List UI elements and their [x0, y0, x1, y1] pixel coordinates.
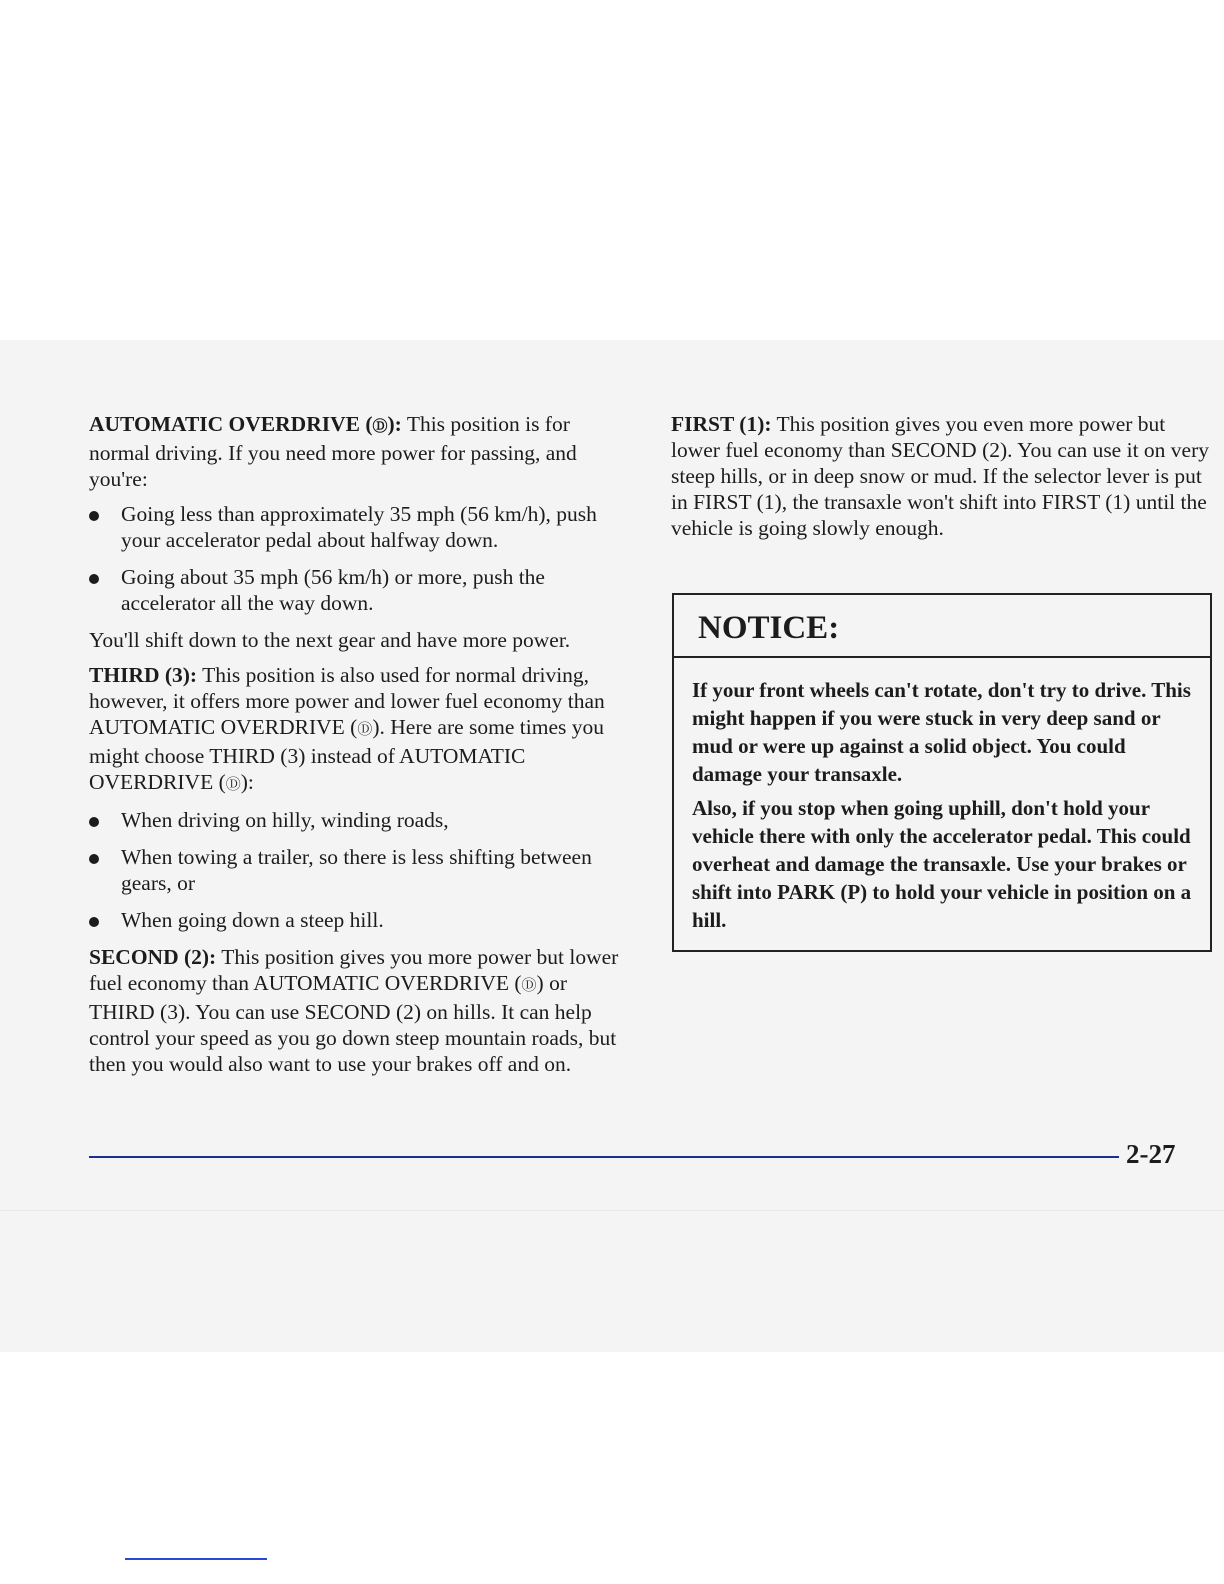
list-item: Going about 35 mph (56 km/h) or more, push the accelerator all the way down. [89, 564, 629, 616]
overdrive-symbol-icon: Ⓓ [372, 419, 388, 435]
overdrive-bullet-list [89, 501, 629, 616]
second-term: SECOND (2): [89, 945, 217, 969]
left-column [89, 411, 629, 1086]
overdrive-symbol-icon: Ⓓ [357, 722, 373, 738]
first-term: FIRST (1): [671, 412, 772, 436]
second-paragraph: SECOND (2): This position gives you more power but lower fuel economy than AUTOMATIC OVERDRIVE (Ⓓ) or THIRD (3). You can use SECOND (2) on hills. It can help control your speed as you go down steep mountain roads, but then you would also want to use your brakes off and on. [89, 945, 619, 1076]
bullet-icon [89, 854, 99, 864]
shift-down-text: You'll shift down to the next gear and have more power. [89, 628, 571, 652]
overdrive-symbol-icon: Ⓓ [225, 777, 241, 793]
notice-paragraph: If your front wheels can't rotate, don't try to drive. This might happen if you were stuck in very deep sand or mud or were up against a solid object. You could damage your transaxle. [692, 678, 1191, 786]
list-item: When going down a steep hill. [89, 907, 629, 933]
footer-rule [89, 1156, 1119, 1158]
bullet-icon [89, 917, 99, 927]
notice-body [674, 658, 1210, 934]
overdrive-symbol-icon: Ⓓ [521, 978, 537, 994]
divider [0, 1210, 1224, 1211]
notice-box [672, 593, 1212, 952]
list-item: When driving on hilly, winding roads, [89, 807, 629, 833]
third-bullet-list [89, 807, 629, 933]
list-item: Going less than approximately 35 mph (56 km/h), push your accelerator pedal about halfway down. [89, 501, 629, 553]
third-term: THIRD (3): [89, 663, 198, 687]
bullet-icon [89, 511, 99, 521]
right-column [671, 411, 1212, 550]
page-number: 2-27 [1126, 1139, 1176, 1169]
bullet-icon [89, 574, 99, 584]
bullet-icon [89, 817, 99, 827]
list-item: When towing a trailer, so there is less shifting between gears, or [89, 844, 629, 896]
first-paragraph: FIRST (1): This position gives you even more power but lower fuel economy than SECOND (2). You can use it on very steep hills, or in deep snow or mud. If the selector lever is put in FIRST (1), the transaxle won't shift into FIRST (1) until the vehicle is going slowly enough. [671, 412, 1210, 540]
overdrive-text: This position is for normal driving. If you need more power for passing, and you're: [89, 412, 577, 491]
overdrive-term: AUTOMATIC OVERDRIVE (Ⓓ): [89, 412, 402, 436]
notice-paragraph: Also, if you stop when going uphill, don't hold your vehicle there with only the accelerator pedal. This could overheat and damage the transaxle. Use your brakes or shift into PARK (P) to hold your vehicle in position on a hill. [692, 796, 1192, 932]
overdrive-paragraph [89, 411, 629, 492]
bottom-rule [125, 1558, 267, 1560]
notice-heading: NOTICE: [674, 595, 1210, 658]
third-paragraph: THIRD (3): This position is also used for normal driving, however, it offers more power and lower fuel economy than AUTOMATIC OVERDRIVE (Ⓓ). Here are some times you might choose THIRD (3) instead of AUTOMATIC OVERDRIVE (Ⓓ): [89, 663, 605, 794]
